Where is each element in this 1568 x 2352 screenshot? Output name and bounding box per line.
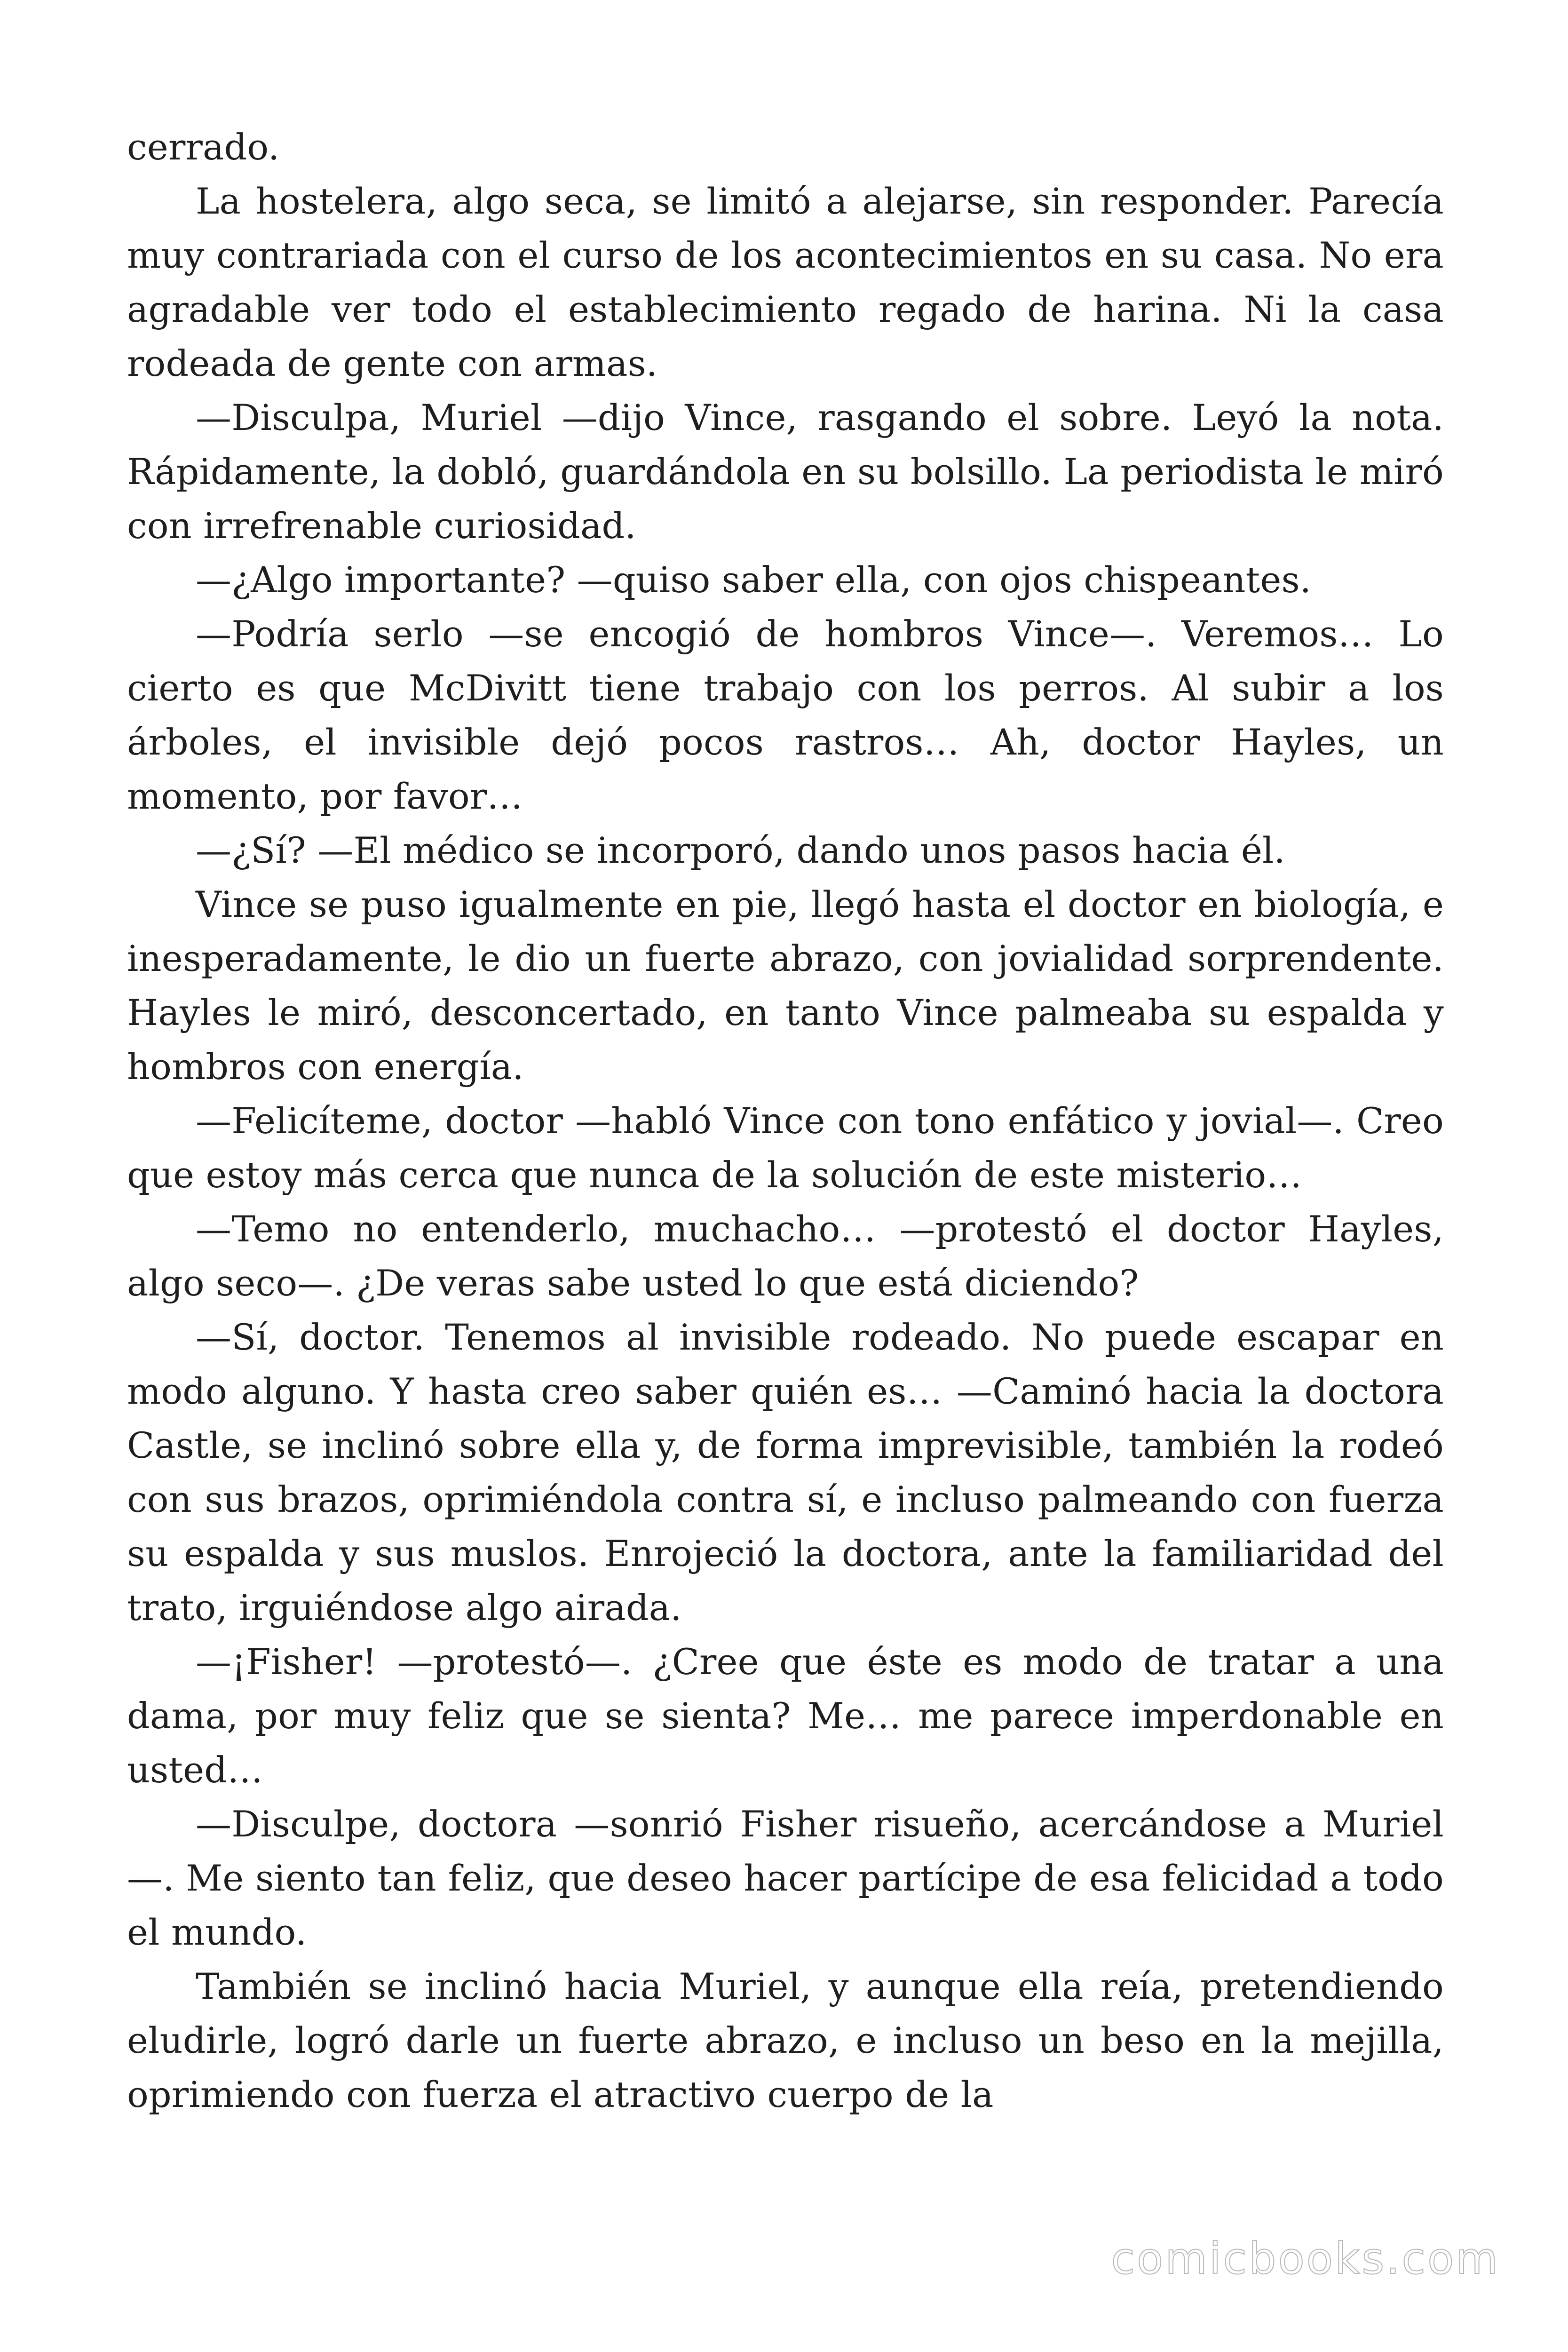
paragraph: También se inclinó hacia Muriel, y aunque ella reía, pretendiendo eludirle, logró darle un fuerte abrazo, e incluso un beso en la mejilla, oprimiendo con fuerza el atractivo cuerpo de la xyxy=(127,1965,1444,2115)
book-page-text xyxy=(127,120,1444,2122)
watermark: comicbooks.com xyxy=(1111,2233,1500,2284)
paragraph: —Felicíteme, doctor —habló Vince con tono enfático y jovial—. Creo que estoy más cerca que nunca de la solución de este misterio… xyxy=(127,1100,1444,1196)
paragraph: La hostelera, algo seca, se limitó a alejarse, sin responder. Parecía muy contrariada con el curso de los acontecimientos en su casa. No era agradable ver todo el establecimiento regado de harina. Ni la casa rodeada de gente con armas. xyxy=(127,180,1444,384)
paragraph: Vince se puso igualmente en pie, llegó hasta el doctor en biología, e inesperadamente, le dio un fuerte abrazo, con jovialidad sorprendente. Hayles le miró, desconcertado, en tanto Vince palmeaba su espalda y hombros con energía. xyxy=(127,883,1444,1088)
paragraph: —Disculpe, doctora —sonrió Fisher risueño, acercándose a Muriel—. Me siento tan feliz, que deseo hacer partícipe de esa felicidad a todo el mundo. xyxy=(127,1803,1444,1953)
paragraph: —Podría serlo —se encogió de hombros Vince—. Veremos… Lo cierto es que McDivitt tiene trabajo con los perros. Al subir a los árboles, el invisible dejó pocos rastros… Ah, doctor Hayles, un momento, por favor… xyxy=(127,613,1444,817)
paragraph: —¡Fisher! —protestó—. ¿Cree que éste es modo de tratar a una dama, por muy feliz que se sienta? Me… me parece imperdonable en usted… xyxy=(127,1641,1444,1791)
paragraph: —¿Algo importante? —quiso saber ella, con ojos chispeantes. xyxy=(196,559,1312,601)
paragraph: —Sí, doctor. Tenemos al invisible rodeado. No puede escapar en modo alguno. Y hasta creo saber quién es… —Caminó hacia la doctora Castle, se inclinó sobre ella y, de forma imprevisible, también la rodeó con sus brazos, oprimiéndola contra sí, e incluso palmeando con fuerza su espalda y sus muslos. Enrojeció la doctora, ante la familiaridad del trato, irguiéndose algo airada. xyxy=(127,1316,1444,1629)
paragraph-continuation: cerrado. xyxy=(127,126,280,168)
paragraph: —Temo no entenderlo, muchacho… —protestó el doctor Hayles, algo seco—. ¿De veras sabe usted lo que está diciendo? xyxy=(127,1208,1444,1304)
paragraph: —Disculpa, Muriel —dijo Vince, rasgando el sobre. Leyó la nota. Rápidamente, la dobló, guardándola en su bolsillo. La periodista le miró con irrefrenable curiosidad. xyxy=(127,397,1444,547)
paragraph: —¿Sí? —El médico se incorporó, dando unos pasos hacia él. xyxy=(196,829,1285,871)
